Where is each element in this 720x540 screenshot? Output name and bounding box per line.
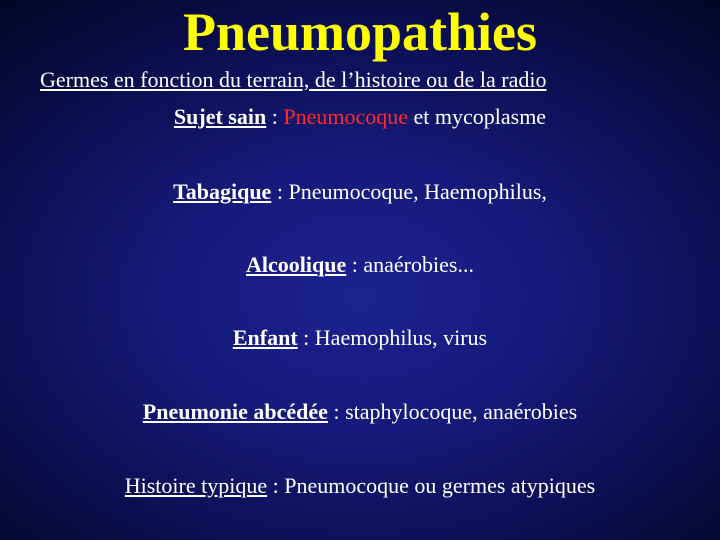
separator: :	[267, 473, 285, 498]
terrain-line-alcoolique	[0, 251, 720, 279]
terrain-line-tabagique	[0, 178, 720, 206]
terrain-line-pneumonie-abcedee	[0, 398, 720, 426]
slide-title: Pneumopathies	[182, 2, 538, 62]
highlighted-germ: Pneumocoque	[283, 104, 408, 129]
separator: :	[327, 399, 346, 424]
slide-subtitle: Germes en fonction du terrain, de l’histoire ou de la radio	[40, 67, 547, 92]
terrain-term: Pneumonie abcédée	[142, 399, 328, 424]
terrain-line-enfant	[0, 324, 720, 352]
germ-list: staphylocoque, anaérobies	[345, 399, 578, 424]
terrain-line-sujet-sain	[0, 103, 720, 131]
terrain-line-histoire-typique	[0, 472, 720, 500]
separator: :	[346, 252, 364, 277]
separator: :	[271, 179, 289, 204]
terrain-term: Tabagique	[173, 179, 272, 204]
terrain-term: Histoire typique	[124, 473, 268, 498]
germ-list: Pneumocoque ou germes atypiques	[284, 473, 596, 498]
separator: :	[266, 104, 284, 129]
germ-list: Haemophilus, virus	[314, 325, 488, 350]
germ-list: Pneumocoque, Haemophilus,	[288, 179, 547, 204]
terrain-term: Alcoolique	[246, 252, 347, 277]
germ-list: anaérobies...	[363, 252, 474, 277]
germ-list: et mycoplasme	[408, 104, 547, 129]
terrain-term: Sujet sain	[173, 104, 267, 129]
separator: :	[297, 325, 315, 350]
terrain-term: Enfant	[232, 325, 298, 350]
